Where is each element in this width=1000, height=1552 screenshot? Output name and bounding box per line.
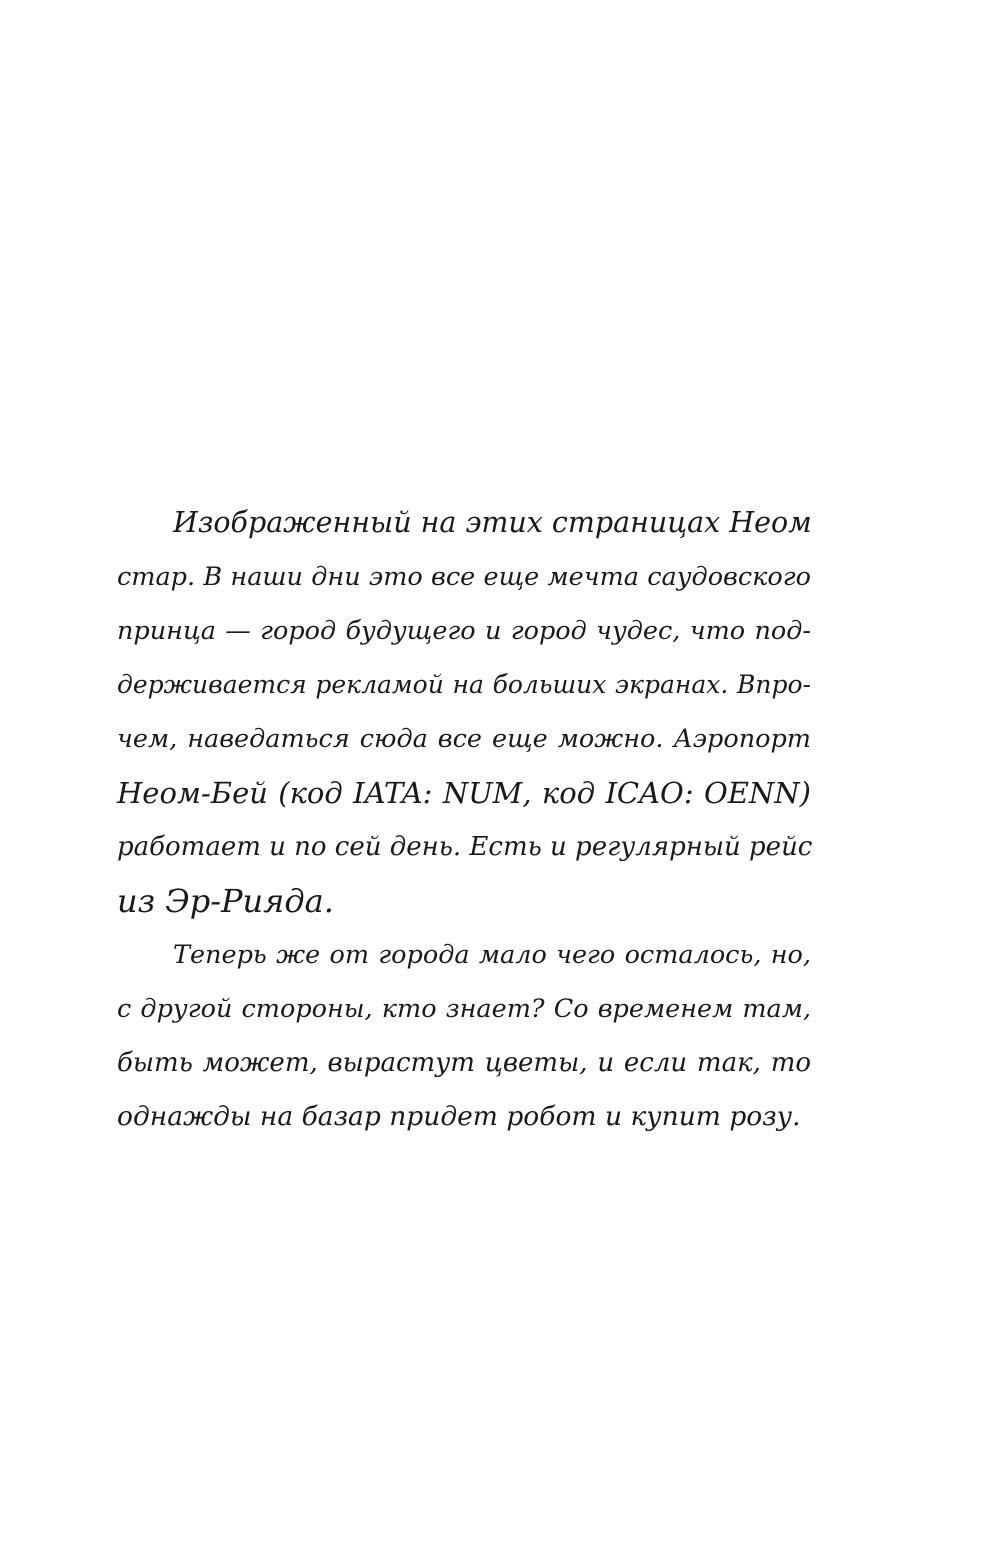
text-line: стар. В наши дни это все еще мечта саудовского: [117, 562, 811, 592]
text-line: принца — город будущего и город чудес, что под-: [117, 616, 811, 646]
text-line: чем, наведаться сюда все еще можно. Аэропорт: [117, 724, 811, 754]
text-line: с другой стороны, кто знает? Со временем там,: [117, 994, 811, 1024]
text-line: держивается рекламой на больших экранах. Впро-: [117, 670, 811, 699]
text-line: из Эр-Рияда.: [117, 882, 334, 920]
text-line: Неом-Бей (код IATA: NUM, код ICAO: OENN): [117, 776, 811, 810]
paragraph-1: [117, 496, 811, 928]
text-line: быть может, вырастут цветы, и если так, то: [117, 1048, 811, 1078]
text-line: работает и по сей день. Есть и регулярный рейс: [117, 832, 813, 862]
paragraph-2: [117, 928, 811, 1144]
text-line: Теперь же от города мало чего осталось, но,: [173, 940, 811, 970]
text-line: Изображенный на этих страницах Неом: [173, 506, 812, 539]
body-text: [117, 496, 811, 1144]
text-line: однажды на базар придет робот и купит розу.: [117, 1101, 801, 1132]
